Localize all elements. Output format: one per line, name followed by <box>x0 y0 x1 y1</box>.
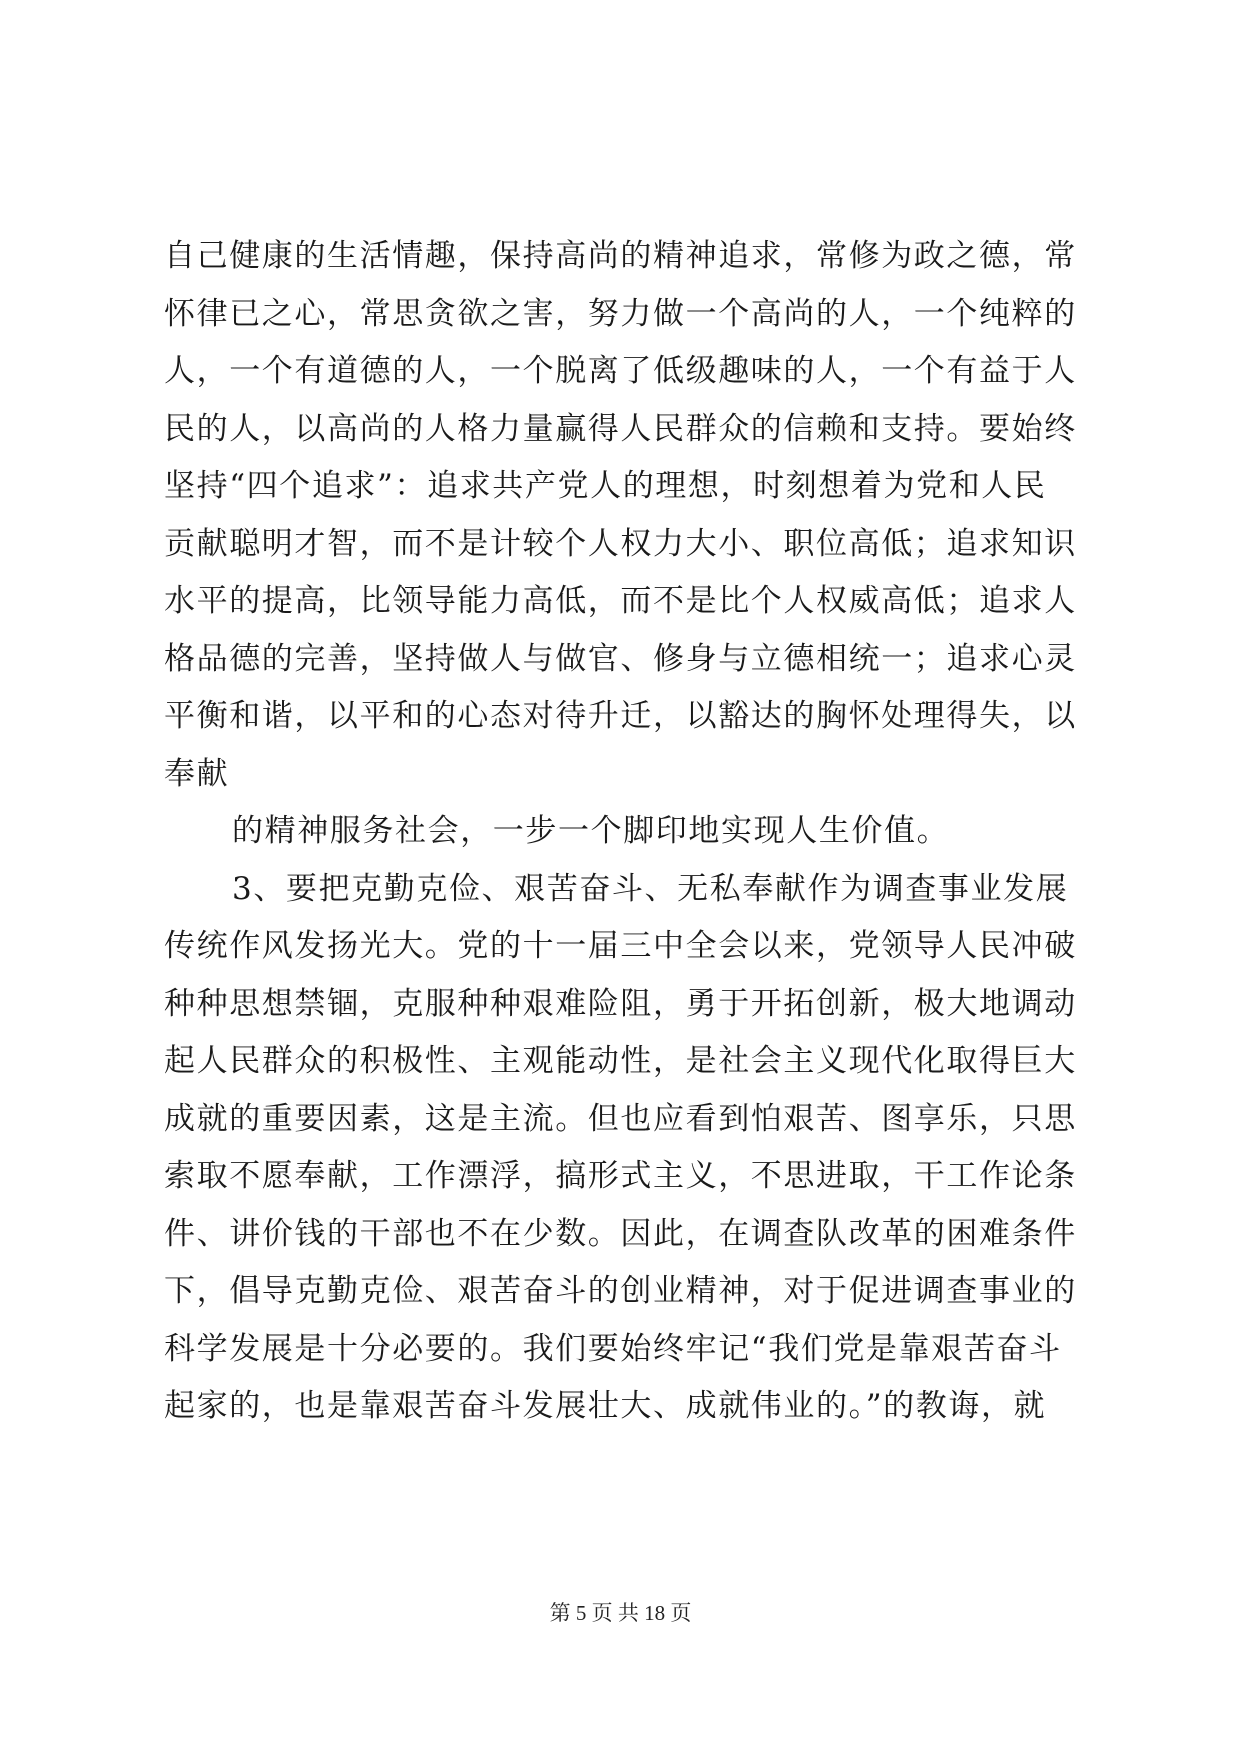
text-line: 贡献聪明才智，而不是计较个人权力大小、职位高低；追求知识 <box>164 525 1077 562</box>
text-line: 件、讲价钱的干部也不在少数。因此，在调查队改革的困难条件 <box>164 1215 1077 1252</box>
text-line: 起人民群众的积极性、主观能动性，是社会主义现代化取得巨大 <box>164 1043 1077 1079</box>
text-line: 平衡和谐，以平和的心态对待升迁，以豁达的胸怀处理得失，以 <box>164 698 1077 734</box>
text-line: 起家的，也是靠艰苦奋斗发展壮大、成就伟业的。”的教诲，就 <box>164 1388 1047 1424</box>
text-line: 怀律已之心，常思贪欲之害，努力做一个高尚的人，一个纯粹的 <box>164 295 1077 332</box>
text-line: 格品德的完善，坚持做人与做官、修身与立德相统一；追求心灵 <box>164 640 1077 677</box>
text-line: 种种思想禁锢，克服种种艰难险阻，勇于开拓创新，极大地调动 <box>164 985 1077 1022</box>
text-line: 水平的提高，比领导能力高低，而不是比个人权威高低；追求人 <box>164 583 1077 619</box>
text-line: 坚持“四个追求”：追求共产党人的理想，时刻想着为党和人民 <box>164 468 1047 504</box>
text-line: 民的人，以高尚的人格力量赢得人民群众的信赖和支持。要始终 <box>164 410 1077 447</box>
body-text <box>164 228 1084 1436</box>
text-line: 科学发展是十分必要的。我们要始终牢记“我们党是靠艰苦奋斗 <box>164 1330 1062 1367</box>
paragraph-start-line: 3、要把克勤克俭、艰苦奋斗、无私奉献作为调查事业发展 <box>232 870 1069 907</box>
text-line: 奉献 <box>164 755 230 792</box>
text-line: 自己健康的生活情趣，保持高尚的精神追求，常修为政之德，常 <box>164 238 1077 274</box>
text-line: 传统作风发扬光大。党的十一届三中全会以来，党领导人民冲破 <box>164 928 1077 964</box>
page-number-footer: 第 5 页 共 18 页 <box>549 1601 692 1625</box>
text-line: 成就的重要因素，这是主流。但也应看到怕艰苦、图享乐，只思 <box>164 1100 1077 1137</box>
text-line: 的精神服务社会，一步一个脚印地实现人生价值。 <box>232 813 950 849</box>
text-line: 索取不愿奉献，工作漂浮，搞形式主义，不思进取，干工作论条 <box>164 1158 1077 1194</box>
text-line: 人，一个有道德的人，一个脱离了低级趣味的人，一个有益于人 <box>164 353 1077 389</box>
text-line: 下，倡导克勤克俭、艰苦奋斗的创业精神，对于促进调查事业的 <box>164 1273 1077 1309</box>
